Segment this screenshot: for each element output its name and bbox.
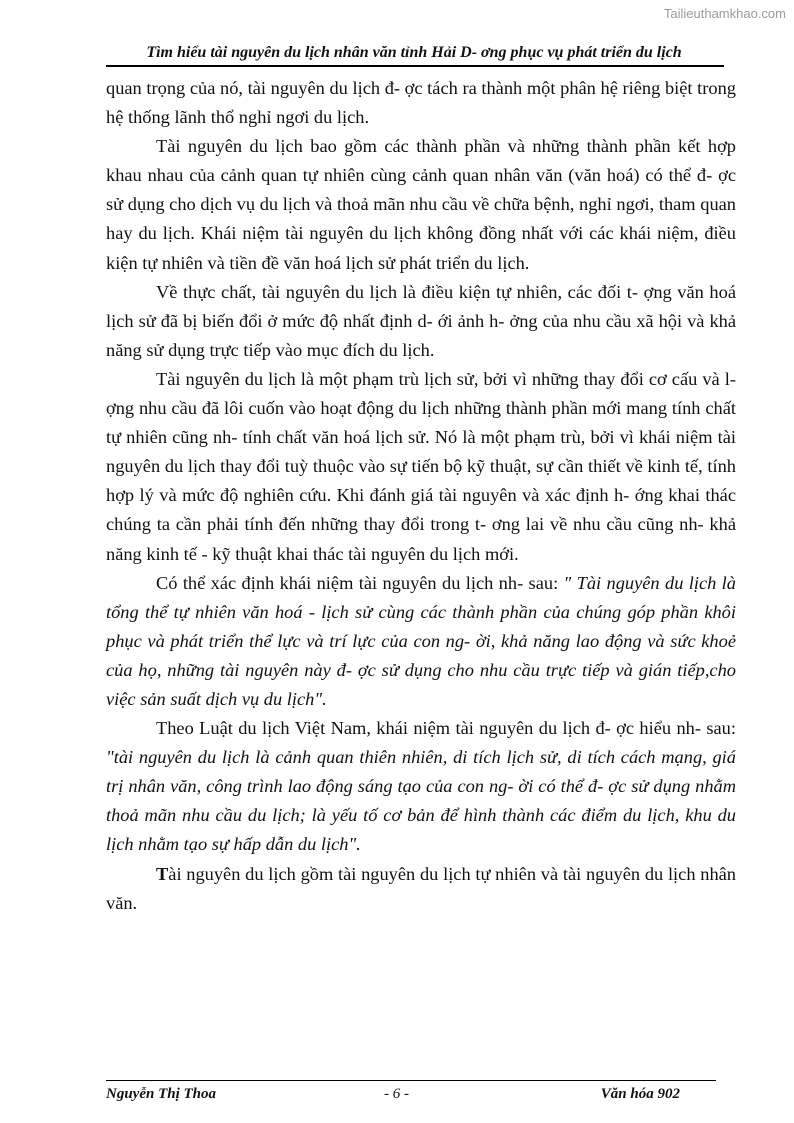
- paragraph-5: [106, 569, 736, 714]
- paragraph-6: [106, 714, 736, 859]
- paragraph-1: quan trọng của nó, tài nguyên du lịch đ- ợc tách ra thành một phân hệ riêng biệt trong hệ thống lãnh thổ nghỉ ngơi du lịch.: [106, 78, 736, 128]
- paragraph-7-lead: T: [156, 863, 169, 884]
- paragraph-7-rest: ài nguyên du lịch gồm tài nguyên du lịch tự nhiên và tài nguyên du lịch nhân văn.: [106, 863, 736, 913]
- footer-class: Văn hóa 902: [600, 1086, 680, 1102]
- paragraph-3: Về thực chất, tài nguyên du lịch là điều kiện tự nhiên, các đối t- ợng văn hoá lịch sử đã bị biến đổi ở mức độ nhất định d- ới ảnh h- ởng của nhu cầu xã hội và khả năng sử dụng trực tiếp vào mục đích du lịch.: [106, 281, 736, 360]
- paragraph-5-quote: " Tài nguyên du lịch là tổng thể tự nhiên văn hoá - lịch sử cùng các thành phần của chúng góp phần khôi phục và phát triển thể lực và trí lực của con ng- ời, khả năng lao động và sức khoẻ của họ, những tài nguyên này đ- ợc sử dụng cho nhu cầu trực tiếp và gián tiếp,cho việc sản suất dịch vụ du lịch".: [106, 572, 736, 709]
- footer-page-number: - 6 -: [384, 1086, 409, 1102]
- paragraph-6-quote: "tài nguyên du lịch là cảnh quan thiên nhiên, di tích lịch sử, di tích cách mạng, giá trị nhân văn, công trình lao động sáng tạo của con ng- ời có thể đ- ợc sử dụng nhằm thoả mãn nhu cầu du lịch; là yếu tố cơ bản để hình thành các điểm du lịch, khu du lịch nhằm tạo sự hấp dẫn du lịch".: [106, 747, 736, 855]
- footer-author: Nguyễn Thị Thoa: [106, 1086, 217, 1102]
- watermark: Tailieuthamkhao.com: [663, 6, 786, 21]
- paragraph-7: [106, 860, 736, 918]
- document-body: [106, 74, 736, 918]
- header-divider: [106, 65, 724, 67]
- paragraph-5-intro: Có thể xác định khái niệm tài nguyên du lịch nh- sau:: [156, 572, 564, 593]
- paragraph-4: Tài nguyên du lịch là một phạm trù lịch sử, bởi vì những thay đổi cơ cấu và l- ợng nhu cầu đã lôi cuốn vào hoạt động du lịch những thành phần mới mang tính chất tự nhiên cũng nh- tính chất văn hoá lịch sử. Nó là một phạm trù, bởi vì khái niệm tài nguyên du lịch thay đổi tuỳ thuộc vào sự tiến bộ kỹ thuật, sự cần thiết về kinh tế, tính hợp lý và mức độ nghiên cứu. Khi đánh giá tài nguyên và xác định h- ớng khai thác chúng ta cần phải tính đến những thay đổi trong t- ơng lai về nhu cầu cũng nh- khả năng kinh tế - kỹ thuật khai thác tài nguyên du lịch mới.: [106, 368, 736, 564]
- paragraph-2: Tài nguyên du lịch bao gồm các thành phần và những thành phần kết hợp khau nhau của cảnh quan tự nhiên cùng cảnh quan nhân văn (văn hoá) có thể đ- ợc sử dụng cho dịch vụ du lịch và thoả mãn nhu cầu về chữa bệnh, nghỉ ngơi, tham quan hay du lịch. Khái niệm tài nguyên du lịch không đồng nhất với các khái niệm, điều kiện tự nhiên và tiền đề văn hoá lịch sử phát triển du lịch.: [106, 136, 736, 273]
- footer-divider: [106, 1080, 716, 1081]
- paragraph-6-intro: Theo Luật du lịch Việt Nam, khái niệm tài nguyên du lịch đ- ợc hiểu nh- sau:: [156, 718, 736, 739]
- page-header-title: Tìm hiểu tài nguyên du lịch nhân văn tỉnh Hải D- ơng phục vụ phát triển du lịch: [146, 44, 682, 61]
